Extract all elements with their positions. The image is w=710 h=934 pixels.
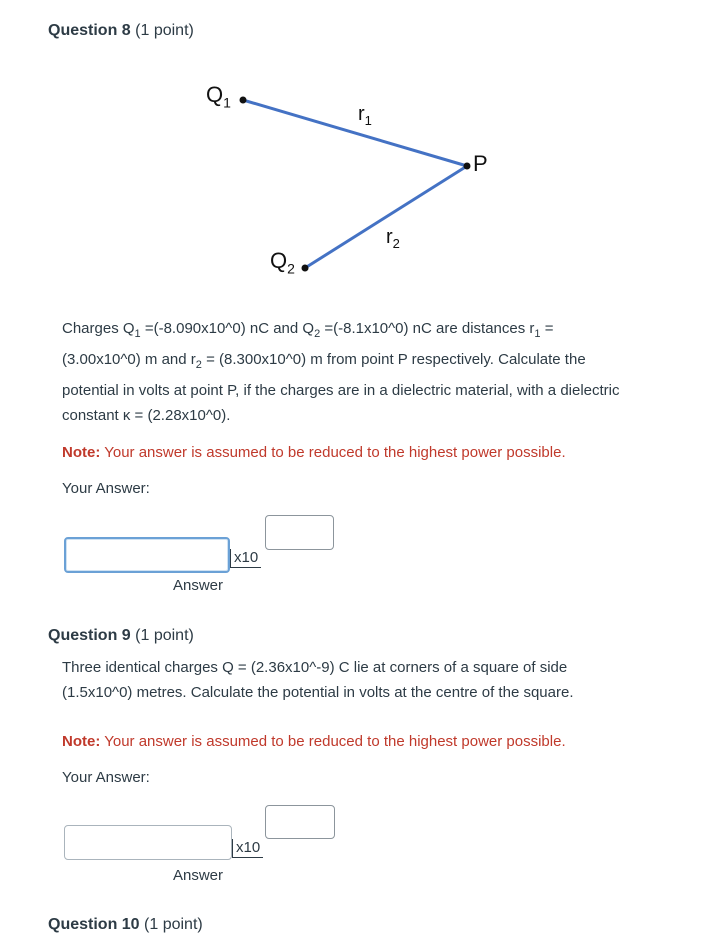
q8-exponent-input[interactable] <box>265 515 334 550</box>
q9-text-line-1: Three identical charges Q = (2.36x10^-9) C lie at corners of a square of side <box>62 659 568 676</box>
q9-exponent-input[interactable] <box>265 805 335 839</box>
q9-x10-label: x10 <box>232 839 263 858</box>
r2-label: $r_2$ <box>386 226 400 251</box>
q8-answer-caption: Answer <box>173 577 224 594</box>
charges-diagram <box>0 0 710 300</box>
question-9-text <box>62 655 672 705</box>
q9-answer-caption: Answer <box>173 867 224 884</box>
q9-mantissa-input[interactable] <box>64 825 232 860</box>
q8-text-line-4: constant κ = (2.28x10^0). <box>62 407 231 424</box>
q8-text-line-2: (3.00x10^0) m and $r_2$ = (8.300x10^0) m from point P respectively. Calculate the <box>62 351 586 371</box>
q1-point <box>240 97 247 104</box>
q2-point <box>302 265 309 272</box>
q8-text-line-3: potential in volts at point P, if the charges are in a dielectric material, with a dielectric <box>62 382 620 399</box>
q8-text-line-1: Charges $Q_1$ =(-8.090x10^0) nC and $Q_2$ =(-8.1x10^0) nC are distances $r_1$ = <box>62 320 554 340</box>
question-8-points: (1 point) <box>135 22 194 39</box>
question-9-note: Note: Your answer is assumed to be reduced to the highest power possible. <box>62 733 566 750</box>
q8-x10-label: x10 <box>230 549 261 568</box>
question-8-your-answer-label: Your Answer: <box>62 480 150 497</box>
question-9-your-answer-label: Your Answer: <box>62 769 150 786</box>
q1-label: $Q_1$ <box>206 82 231 111</box>
p-point <box>464 163 471 170</box>
question-9-points: (1 point) <box>135 627 194 644</box>
r1-line <box>243 100 467 166</box>
q8-mantissa-input[interactable] <box>64 537 230 573</box>
question-8-title: Question 8 <box>48 22 131 39</box>
r2-line <box>305 166 467 268</box>
question-9-header <box>48 627 194 645</box>
question-8-note: Note: Your answer is assumed to be reduced to the highest power possible. <box>62 444 566 461</box>
q9-text-line-2: (1.5x10^0) metres. Calculate the potential in volts at the centre of the square. <box>62 684 574 701</box>
q2-label: $Q_2$ <box>270 248 295 277</box>
question-10-header: Question 10 (1 point) <box>48 916 203 933</box>
question-9-title: Question 9 <box>48 627 131 644</box>
r1-label: $r_1$ <box>358 103 372 128</box>
p-label: P <box>473 151 488 176</box>
question-8-text <box>62 316 672 428</box>
